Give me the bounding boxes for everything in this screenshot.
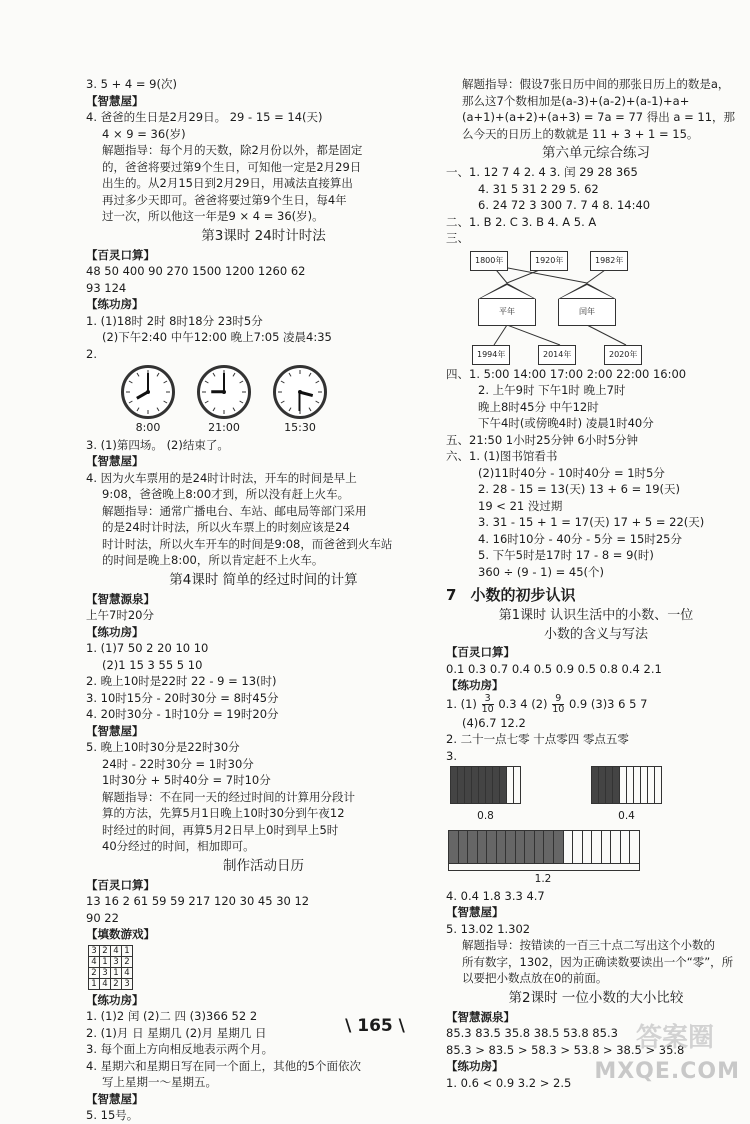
clock-tick: [300, 370, 301, 374]
left-column: [86, 76, 441, 1124]
bar-segment: [516, 831, 526, 863]
answer-line: 再过多少天即可。爸爸将要过第9个生日，每4年: [102, 192, 347, 207]
clock-tick: [318, 392, 322, 393]
bar-segment: [535, 831, 545, 863]
answer-line: 六、1. (1)图书馆看书: [446, 449, 558, 463]
year-card: 1920年: [530, 251, 568, 272]
section-heading: 【智慧源泉】: [446, 1009, 515, 1024]
year-card: 1800年: [470, 251, 508, 272]
section-heading: 【百灵口算】: [86, 877, 155, 892]
bar-segment: [451, 767, 458, 803]
clock-face-icon: [273, 365, 327, 419]
clock-tick: [166, 392, 170, 393]
clock-center: [298, 390, 302, 394]
grid-cell: 4: [111, 945, 122, 956]
answer-line: 那么这7个数相加是(a-3)+(a-2)+(a-1)+a+: [462, 93, 690, 108]
bar-segment: [621, 831, 631, 863]
clock-answers: [118, 365, 441, 437]
bar-segment: [465, 767, 472, 803]
clock-tick: [137, 373, 140, 377]
answer-line: 6. 24 72 3 300 7. 7 4 8. 14:40: [478, 198, 651, 212]
bar-segment: [606, 767, 613, 803]
section-heading: 【智慧屋】: [86, 93, 144, 108]
answer-text: 0.3 4 (2): [498, 696, 548, 711]
answer-line: 晚上8时45分 中午12时: [478, 399, 599, 414]
lesson-title: 第2课时 一位小数的大小比较: [508, 989, 684, 1006]
bar-segment: [602, 831, 612, 863]
lesson-title-line: 小数的含义与写法: [543, 627, 648, 642]
clock-center: [222, 390, 226, 394]
bar-segment: [507, 767, 514, 803]
right-column: [446, 76, 746, 1091]
watermark: MXQE.COM: [594, 1059, 740, 1084]
strip-label: 1.2: [534, 873, 552, 885]
grid-row: [89, 967, 133, 978]
connector-line: [507, 325, 560, 345]
bar-segment: [655, 767, 661, 803]
answer-line: 2. 上午9时 下午1时 晚上7时: [478, 383, 626, 397]
grid-row: [89, 978, 133, 989]
answer-line: 四、1. 5:00 14:00 17:00 2:00 22:00 16:00: [446, 366, 687, 381]
clock-item: [118, 365, 178, 437]
clock-tick: [137, 407, 140, 411]
grid-row: [89, 945, 133, 956]
answer-line: 解题指导：每个月的天数，除2月份以外，都是固定: [102, 143, 363, 157]
minute-hand: [299, 392, 301, 411]
bar-segment: [487, 831, 497, 863]
answer-line: 解题指导：假设7张日历中间的那张日历上的数是a，: [462, 77, 730, 91]
clock-face-icon: [121, 365, 175, 419]
page-number: \ 165 \: [345, 1016, 405, 1036]
house-icon: [558, 283, 616, 326]
bar-segment: [525, 831, 535, 863]
answer-line: 2. 二十一点七零 十点零四 零点五零: [446, 732, 629, 746]
year-card: 1994年: [472, 345, 510, 366]
bar-segment: [449, 831, 459, 863]
clock-tick: [205, 401, 209, 404]
answer-line: 3. (1)第四场。 (2)结束了。: [86, 437, 229, 452]
tenths-bar: [591, 766, 662, 804]
answer-line: 2. 28 - 15 = 13(天) 13 + 6 = 19(天): [478, 482, 681, 496]
fraction: [482, 694, 494, 715]
clock-tick: [233, 407, 236, 411]
answer-line: 么今天的日历上的数就是 11 + 3 + 1 = 15。: [462, 126, 699, 141]
answer-line: 40分经过的时间，相加即可。: [102, 839, 255, 853]
bar-segment: [613, 767, 620, 803]
house-icon: [478, 283, 536, 326]
answer-line: 算的方法，先算5月1日晚上10时30分到午夜12: [102, 806, 345, 820]
grid-row: [89, 956, 133, 967]
unit-title: 小数的初步认识: [470, 586, 576, 604]
bar-segment: [627, 767, 634, 803]
grid-cell: 2: [100, 945, 111, 956]
clock-tick: [239, 401, 243, 404]
answer-line: (2)11时40分 - 10时40分 = 1时5分: [478, 465, 665, 480]
answer-line: 13 16 2 61 59 59 217 120 30 45 30 12: [86, 894, 310, 908]
answer-line: 9:08，爸爸晚上8:00才到，所以没有赶上火车。: [102, 487, 350, 501]
answer-line: 2. (1)月 日 星期几 (2)月 星期几 日: [86, 1025, 267, 1040]
answer-line: 93 124: [86, 280, 127, 295]
bar-segment: [506, 831, 516, 863]
grid-cell: 4: [122, 967, 133, 978]
answer-line: 二、1. B 2. C 3. B 4. A 5. A: [446, 214, 597, 229]
clock-tick: [157, 407, 160, 411]
clock-item: [270, 365, 330, 437]
bar-segment: [478, 831, 488, 863]
answer-line: 4 × 9 = 36(岁): [102, 126, 186, 141]
lesson-title: 第4课时 简单的经过时间的计算: [169, 571, 358, 588]
unit-number: 7: [446, 586, 457, 604]
lesson-title: 第六单元综合练习: [542, 145, 650, 161]
answer-line: 所有数字，1302，因为正确读数要读出一个“零”，所: [462, 954, 734, 969]
answer-line: 2. 晚上10时是22时 22 - 9 = 13(时): [86, 674, 277, 688]
answer-text: 1. (1): [446, 696, 477, 711]
clock-tick: [281, 401, 285, 404]
clock-tick: [233, 373, 236, 377]
answer-line: 解题指导：不在同一天的经过时间的计算用分段计: [102, 789, 355, 804]
answer-line: 下午4时(或傍晚4时) 凌晨1时40分: [478, 416, 654, 430]
answer-line: 360 ÷ (9 - 1) = 45(个): [478, 564, 605, 579]
section-heading: 【智慧屋】: [86, 454, 144, 468]
bar-segment: [554, 831, 564, 863]
section-heading: 【练功房】: [86, 992, 144, 1007]
bar-segment: [459, 831, 469, 863]
right-section-c: [446, 644, 746, 694]
bar-segment: [630, 831, 639, 863]
grid-cell: 1: [111, 967, 122, 978]
answer-line: 19 < 21 没过期: [478, 498, 563, 513]
house-label: 平年: [478, 299, 536, 326]
answer-line: 上午7时20分: [86, 608, 154, 622]
section-heading: 【百灵口算】: [446, 645, 515, 659]
answer-line: 0.1 0.3 0.7 0.4 0.5 0.9 0.5 0.8 0.4 2.1: [446, 661, 662, 676]
house-label: 闰年: [558, 299, 616, 326]
roof-inner: [481, 285, 533, 298]
clock-tick: [309, 373, 312, 377]
section-heading: 【智慧源泉】: [86, 591, 155, 606]
bar-segment: [564, 831, 574, 863]
answer-line: 1. (1)2 闰 (2)二 四 (3)366 52 2: [86, 1009, 258, 1023]
bar-segment: [634, 767, 641, 803]
answer-line: 3. 10时15分 - 20时30分 = 8时45分: [86, 690, 279, 705]
year-card: 2014年: [538, 345, 576, 366]
answer-line: 的，爸爸将要过第9个生日，可知他一定是2月29日: [102, 159, 362, 174]
answer-line: 5. 晚上10时30分是22时30分: [86, 740, 240, 754]
answer-line: 5. 15号。: [86, 1108, 139, 1122]
fraction: [552, 694, 564, 715]
answer-line: 48 50 400 90 270 1500 1200 1260 62: [86, 264, 306, 278]
lesson-title-line: 第1课时 认识生活中的小数、一位: [498, 608, 694, 623]
right-section-d: [446, 715, 746, 765]
answer-line: 时计时法，所以火车开车的时间是9:08，而爸爸到火车站: [102, 536, 393, 551]
bar-segment: [592, 767, 599, 803]
grid-cell: 4: [89, 956, 100, 967]
clock-tick: [157, 373, 160, 377]
answer-line: 以要把小数点放在0的前面。: [462, 971, 608, 985]
section-heading: 【练功房】: [86, 297, 144, 311]
bar-segment: [493, 767, 500, 803]
bar-segment: [514, 767, 520, 803]
answer-line: 4. 因为火车票用的是24时计时法，开车的时间是早上: [86, 470, 357, 485]
bar-segment: [468, 831, 478, 863]
clock-tick: [163, 381, 167, 384]
clock-tick: [213, 373, 216, 377]
connector-line: [587, 325, 626, 345]
bar-segment: [479, 767, 486, 803]
bar-segment: [620, 767, 627, 803]
section-heading: 【练功房】: [446, 678, 504, 692]
year-classification-diagram: [458, 249, 746, 364]
answer-line: 过一次，所以他这一年是9 × 4 = 36(岁)。: [102, 209, 324, 223]
bar-segment: [544, 831, 554, 863]
clock-tick: [148, 410, 149, 414]
answer-line: 3. 31 - 15 + 1 = 17(天) 17 + 5 = 22(天): [478, 515, 705, 529]
clock-center: [146, 390, 150, 394]
answer-line: 90 22: [86, 910, 119, 925]
right-section-a: [446, 76, 746, 247]
clock-tick: [126, 392, 130, 393]
answer-line: 4. 星期六和星期日写在同一个面上，其他的5个面依次: [86, 1058, 361, 1073]
grid-cell: 2: [89, 967, 100, 978]
answer-line: (a+1)+(a+2)+(a+3) = 7a = 77 得出 a = 11，那: [462, 110, 736, 124]
answer-line: 解题指导：通常广播电台、车站、邮电局等部门采用: [102, 503, 367, 518]
denominator: 10: [552, 703, 565, 715]
answer-line: 5. 13.02 1.302: [446, 921, 531, 936]
bar-label: 0.8: [477, 809, 494, 822]
answer-line: 的时间是晚上8:00，所以肯定赶不上火车。: [102, 553, 324, 567]
clock-tick: [224, 410, 225, 414]
numerator: 3: [482, 694, 494, 705]
number-grid: [88, 945, 133, 990]
answer-line: 的是24时计时法，所以火车票上的时刻应该是24: [102, 520, 350, 534]
bar-segment: [583, 831, 593, 863]
clock-tick: [281, 381, 285, 384]
grid-cell: 3: [122, 978, 133, 989]
clock-tick: [129, 381, 133, 384]
clock-item: [194, 365, 254, 437]
lesson-7-1-title: [446, 606, 746, 644]
bar-figure-a: [450, 766, 521, 824]
answer-line: 4. 16时10分 - 40分 - 5分 = 15时25分: [478, 531, 682, 546]
answer-line: 3. 5 + 4 = 9(次): [86, 77, 177, 91]
clock-tick: [213, 407, 216, 411]
answer-line: 85.3 > 83.5 > 58.3 > 53.8 > 38.5 > 35.8: [446, 1042, 685, 1057]
bar-segment: [573, 831, 583, 863]
unit-7-heading: [446, 584, 746, 606]
answer-line: 出生的。从2月15日到2月29日，用减法直接算出: [102, 176, 353, 190]
bar-segment: [592, 831, 602, 863]
clock-tick: [239, 381, 243, 384]
clock-tick: [278, 392, 282, 393]
section-heading: 【练功房】: [86, 624, 144, 639]
grid-cell: 1: [89, 978, 100, 989]
clock-tick: [129, 401, 133, 404]
grid-cell: 1: [100, 956, 111, 967]
bar-segment: [641, 767, 648, 803]
tenths-bar: [450, 766, 521, 804]
answer-line: 3. 每个面上方向相反地表示两个月。: [86, 1042, 274, 1056]
answer-line: 5. 下午5时是17时 17 - 8 = 9(时): [478, 548, 654, 562]
answer-line: 1. (1)7 50 2 20 10 10: [86, 641, 209, 655]
bar-segment: [599, 767, 606, 803]
bar-segment: [472, 767, 479, 803]
answer-line: 85.3 83.5 35.8 38.5 53.8 85.3: [446, 1026, 618, 1040]
grid-cell: 4: [100, 978, 111, 989]
bar-segment: [611, 831, 621, 863]
answer-line: 1. (1)18时 2时 8时18分 23时5分: [86, 313, 263, 328]
clock-tick: [289, 407, 292, 411]
clock-tick: [315, 381, 319, 384]
lesson-title: 第3课时 24时计时法: [201, 227, 326, 244]
numerator: 9: [552, 694, 564, 705]
bar-segment: [500, 767, 507, 803]
answer-line: 解题指导：按错读的一百三十点二写出这个小数的: [462, 938, 715, 952]
answer-line: 2.: [86, 346, 97, 361]
section-heading: 【智慧屋】: [446, 905, 504, 919]
bar-segment: [458, 767, 465, 803]
grid-cell: 2: [111, 978, 122, 989]
bar-figure-b: [591, 766, 662, 824]
answer-line: 1时30分 + 5时40分 = 7时10分: [102, 773, 271, 787]
section-heading: 【练功房】: [446, 1059, 504, 1073]
roof-inner: [561, 285, 613, 298]
clock-face-icon: [197, 365, 251, 419]
answer-line: 4. 0.4 1.8 3.3 4.7: [446, 888, 545, 903]
grid-cell: 3: [100, 967, 111, 978]
answer-line: 1. 0.6 < 0.9 3.2 > 2.5: [446, 1075, 572, 1090]
year-card: 2020年: [604, 345, 642, 366]
clock-label: 15:30: [284, 421, 316, 434]
answer-line: 时经过的时间，再算5月2日早上0时到早上5时: [102, 822, 339, 837]
grid-cell: 3: [111, 956, 122, 967]
bar-segment: [497, 831, 507, 863]
clock-tick: [289, 373, 292, 377]
bar-segment: [648, 767, 655, 803]
clock-tick: [205, 381, 209, 384]
watermark-logo-text: 答案圈: [635, 1023, 714, 1053]
bar-label: 0.4: [618, 809, 635, 822]
fraction-answer-line: [446, 694, 746, 715]
clock-tick: [315, 401, 319, 404]
bar-segment: [486, 767, 493, 803]
clock-label: 8:00: [135, 421, 161, 434]
grid-cell: 3: [89, 945, 100, 956]
denominator: 10: [481, 703, 494, 715]
grid-cell: 1: [122, 945, 133, 956]
answer-line: 写上星期一～星期五。: [102, 1075, 217, 1089]
clock-label: 21:00: [208, 421, 240, 434]
answer-line: 24时 - 22时30分 = 1时30分: [102, 756, 254, 771]
strip-brace: [448, 864, 640, 871]
answer-line: (4)6.7 12.2: [462, 715, 526, 730]
section-heading: 【智慧屋】: [86, 1091, 144, 1106]
section-heading: 【填数游戏】: [86, 927, 155, 941]
clock-tick: [163, 401, 167, 404]
right-section-b: [446, 366, 746, 581]
answer-line: 五、21:50 1小时25分钟 6小时5分钟: [446, 432, 639, 447]
answer-line: 4. 20时30分 - 1时10分 = 19时20分: [86, 707, 279, 721]
section-heading: 【百灵口算】: [86, 247, 155, 262]
clock-tick: [202, 392, 206, 393]
answer-line: 4. 爸爸的生日是2月29日。 29 - 15 = 14(天): [86, 110, 323, 124]
answer-line: 4. 31 5 31 2 29 5. 62: [478, 181, 599, 196]
clock-tick: [309, 407, 312, 411]
tenths-strip: [448, 830, 640, 864]
year-card: 1982年: [590, 251, 628, 272]
answer-text: 0.9 (3)3 6 5 7: [568, 696, 648, 711]
lesson-title: 制作活动日历: [223, 857, 304, 874]
decimal-bar-figures: [448, 766, 746, 888]
answer-line: 三、: [446, 231, 469, 245]
answer-line: (2)下午2:40 中午12:00 晚上7:05 凌晨4:35: [102, 330, 332, 344]
answer-line: 3.: [446, 748, 457, 763]
section-heading: 【智慧屋】: [86, 723, 144, 738]
grid-cell: 2: [122, 956, 133, 967]
connector-line: [494, 325, 507, 345]
clock-tick: [242, 392, 246, 393]
answer-line: (2)1 15 3 55 5 10: [102, 657, 203, 672]
answer-line: 一、1. 12 7 4 2. 4 3. 闰 29 28 365: [446, 165, 638, 179]
